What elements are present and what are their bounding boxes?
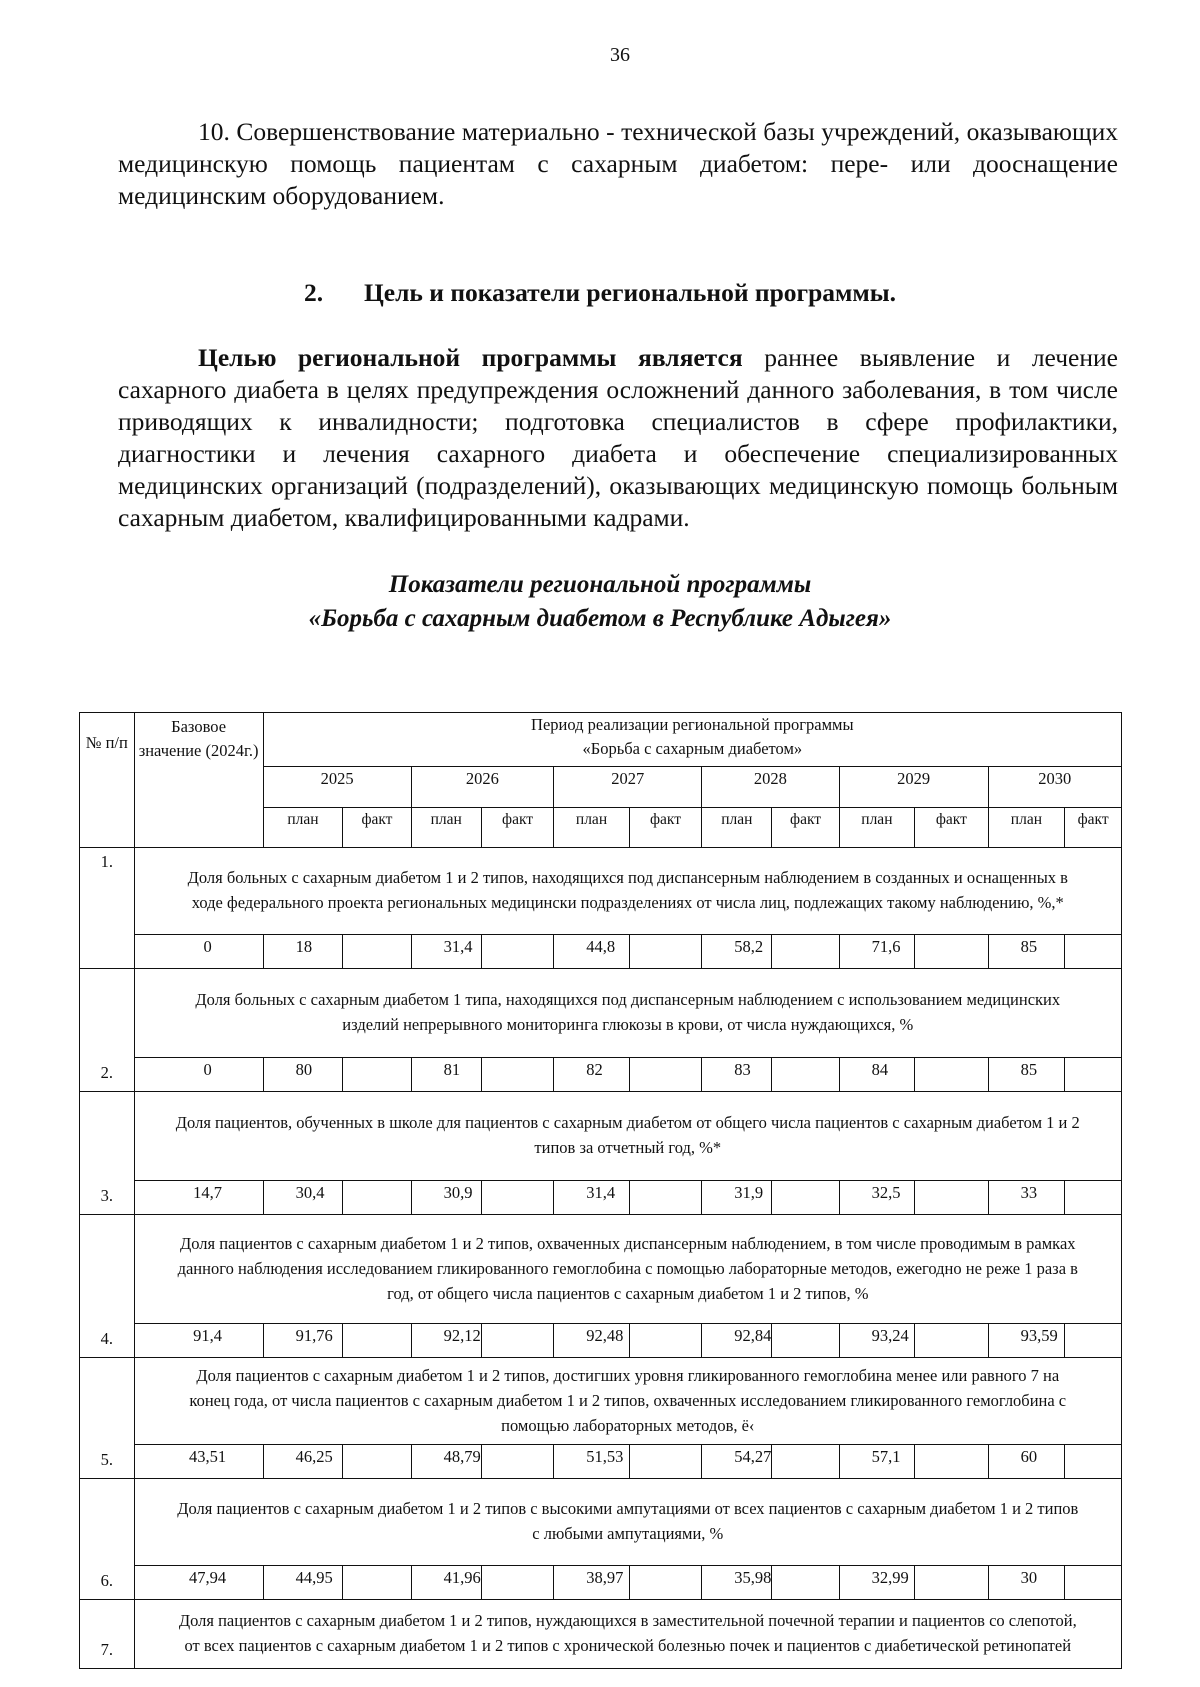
fact-value [1065, 1445, 1122, 1479]
table-title [0, 568, 1200, 636]
fact-value [915, 1445, 988, 1479]
plan-value: 93,59 [988, 1324, 1065, 1358]
plan-value: 35,98 [702, 1566, 772, 1600]
plan-value: 44,8 [554, 935, 630, 969]
year-header: 2028 [702, 767, 839, 808]
fact-value [915, 1181, 988, 1215]
indicator-row [80, 1358, 1122, 1445]
indicator-description: Доля пациентов с сахарным диабетом 1 и 2 типов, охваченных диспансерным наблюдением, в том числе проводимым в рамках данного наблюдения исследованием гликированного гемоглобина с помощью лабораторные методов, ежегодно не реже 1 раза в год, от общего числа пациентов с сахарным диабетом 1 и 2 типов, % [134, 1215, 1121, 1324]
header-period: Период реализации региональной программы «Борьба с сахарным диабетом» [263, 713, 1121, 767]
fact-value [481, 1058, 553, 1092]
year-header: 2025 [263, 767, 411, 808]
indicator-values-row [80, 1181, 1122, 1215]
fact-value [343, 1566, 411, 1600]
plan-value: 38,97 [554, 1566, 630, 1600]
year-header: 2026 [411, 767, 554, 808]
fact-value [481, 1181, 553, 1215]
fact-header: факт [629, 807, 701, 848]
section-number: 2. [303, 278, 324, 307]
plan-value: 60 [988, 1445, 1065, 1479]
base-value: 91,4 [134, 1324, 263, 1358]
base-value: 14,7 [134, 1181, 263, 1215]
plan-value: 51,53 [554, 1445, 630, 1479]
row-number: 5. [80, 1358, 135, 1479]
fact-header: факт [481, 807, 553, 848]
plan-header: план [263, 807, 343, 848]
row-number: 4. [80, 1215, 135, 1358]
plan-value: 31,4 [554, 1181, 630, 1215]
indicator-description: Доля больных с сахарным диабетом 1 и 2 типов, находящихся под диспансерным наблюдением в созданных и оснащенных в ходе федерального проекта региональных медицински подразделениях от числа лиц, подлежащих такому наблюдению, %,* [134, 848, 1121, 935]
goal-paragraph [118, 342, 1118, 534]
plan-value: 31,9 [702, 1181, 772, 1215]
item-10-text: 10. Совершенствование материально - технической базы учреждений, оказывающих медицинскую помощь пациентам с сахарным диабетом: пере- или дооснащение медицинским оборудованием. [118, 117, 1118, 210]
fact-value [343, 1058, 411, 1092]
header-row-period [80, 713, 1122, 767]
table-title-line-2: «Борьба с сахарным диабетом в Республике Адыгея» [308, 605, 892, 632]
plan-value: 92,12 [411, 1324, 481, 1358]
paragraph-item-10 [118, 116, 1118, 212]
plan-value: 84 [839, 1058, 915, 1092]
plan-value: 18 [263, 935, 343, 969]
plan-value: 93,24 [839, 1324, 915, 1358]
fact-value [915, 1324, 988, 1358]
fact-value [1065, 1058, 1122, 1092]
fact-value [343, 1324, 411, 1358]
fact-value [481, 1566, 553, 1600]
indicator-values-row [80, 1445, 1122, 1479]
plan-value: 30,9 [411, 1181, 481, 1215]
indicator-description: Доля пациентов с сахарным диабетом 1 и 2 типов, достигших уровня гликированного гемоглобина менее или равного 7 на конец года, от числа пациентов с сахарным диабетом 1 и 2 типов, охваченных исследованием гликированного гемоглобина с помощью лабораторных методов, ё‹ [134, 1358, 1121, 1445]
indicator-description: Доля пациентов с сахарным диабетом 1 и 2 типов с высокими ампутациями от всех пациентов с сахарным диабетом 1 и 2 типов с любыми ампутациями, % [134, 1479, 1121, 1566]
row-number: 6. [80, 1479, 135, 1600]
plan-header: план [839, 807, 915, 848]
plan-value: 82 [554, 1058, 630, 1092]
fact-value [1065, 1566, 1122, 1600]
fact-value [629, 1058, 701, 1092]
fact-value [772, 935, 839, 969]
fact-value [343, 935, 411, 969]
plan-value: 85 [988, 1058, 1065, 1092]
fact-value [629, 1445, 701, 1479]
plan-value: 54,27 [702, 1445, 772, 1479]
fact-header: факт [772, 807, 839, 848]
plan-value: 30,4 [263, 1181, 343, 1215]
indicator-values-row [80, 1324, 1122, 1358]
plan-header: план [554, 807, 630, 848]
indicator-row [80, 1600, 1122, 1669]
indicator-description: Доля пациентов, обученных в школе для пациентов с сахарным диабетом от общего числа пациентов с сахарным диабетом 1 и 2 типов за отчетный год, %* [134, 1092, 1121, 1181]
header-num: № п/п [80, 713, 135, 848]
fact-value [1065, 1324, 1122, 1358]
fact-value [629, 1324, 701, 1358]
year-header: 2027 [554, 767, 702, 808]
indicator-values-row [80, 1566, 1122, 1600]
indicators-table [79, 712, 1122, 1669]
plan-header: план [988, 807, 1065, 848]
plan-value: 33 [988, 1181, 1065, 1215]
indicator-row [80, 1479, 1122, 1566]
fact-value [915, 1566, 988, 1600]
plan-value: 71,6 [839, 935, 915, 969]
plan-value: 81 [411, 1058, 481, 1092]
page-number: 36 [610, 44, 630, 66]
fact-value [481, 1445, 553, 1479]
base-value: 0 [134, 935, 263, 969]
plan-value: 83 [702, 1058, 772, 1092]
fact-value [772, 1566, 839, 1600]
indicator-description: Доля больных с сахарным диабетом 1 типа, находящихся под диспансерным наблюдением с использованием медицинских изделий непрерывного мониторинга глюкозы в крови, от числа нуждающихся, % [134, 969, 1121, 1058]
fact-value [629, 1566, 701, 1600]
year-header: 2030 [988, 767, 1121, 808]
fact-value [481, 1324, 553, 1358]
plan-value: 44,95 [263, 1566, 343, 1600]
fact-value [1065, 935, 1122, 969]
fact-value [772, 1445, 839, 1479]
row-number: 1. [80, 848, 135, 969]
plan-value: 91,76 [263, 1324, 343, 1358]
base-value: 0 [134, 1058, 263, 1092]
fact-header: факт [915, 807, 988, 848]
plan-value: 48,79 [411, 1445, 481, 1479]
indicator-values-row [80, 935, 1122, 969]
plan-header: план [702, 807, 772, 848]
indicator-description: Доля пациентов с сахарным диабетом 1 и 2 типов, нуждающихся в заместительной почечной терапии и пациентов со слепотой, от всех пациентов с сахарным диабетом 1 и 2 типов с хронической болезнью почек и пациентов с диабетической ретинопатей [134, 1600, 1121, 1669]
fact-header: факт [1065, 807, 1122, 848]
fact-value [915, 1058, 988, 1092]
fact-value [772, 1181, 839, 1215]
fact-value [629, 935, 701, 969]
plan-header: план [411, 807, 481, 848]
base-value: 47,94 [134, 1566, 263, 1600]
goal-lead: Целью региональной программы является [198, 343, 743, 372]
plan-value: 31,4 [411, 935, 481, 969]
fact-value [343, 1181, 411, 1215]
row-number: 7. [80, 1600, 135, 1669]
plan-value: 30 [988, 1566, 1065, 1600]
fact-value [343, 1445, 411, 1479]
plan-value: 57,1 [839, 1445, 915, 1479]
row-number: 3. [80, 1092, 135, 1215]
row-number: 2. [80, 969, 135, 1092]
indicator-row [80, 848, 1122, 935]
goal-text: раннее выявление и лечение сахарного диабета в целях предупреждения осложнений данного заболевания, в том числе приводящих к инвалидности; подготовка специалистов в сфере профилактики, диагностики и лечения сахарного диабета и обеспечение специализированных медицинских организаций (подразделений), оказывающих медицинскую помощь больным сахарным диабетом, квалифицированными кадрами. [118, 343, 1118, 532]
plan-value: 46,25 [263, 1445, 343, 1479]
table-title-line-1: Показатели региональной программы [388, 571, 812, 598]
fact-value [772, 1058, 839, 1092]
indicator-row [80, 1215, 1122, 1324]
fact-value [1065, 1181, 1122, 1215]
indicator-row [80, 1092, 1122, 1181]
header-base: Базовое значение (2024г.) [134, 713, 263, 848]
fact-value [772, 1324, 839, 1358]
fact-value [915, 935, 988, 969]
plan-value: 92,84 [702, 1324, 772, 1358]
fact-value [481, 935, 553, 969]
plan-value: 32,5 [839, 1181, 915, 1215]
base-value: 43,51 [134, 1445, 263, 1479]
year-header: 2029 [839, 767, 988, 808]
plan-value: 80 [263, 1058, 343, 1092]
plan-value: 92,48 [554, 1324, 630, 1358]
fact-header: факт [343, 807, 411, 848]
section-title: Цель и показатели региональной программы. [363, 278, 897, 307]
fact-value [629, 1181, 701, 1215]
plan-value: 85 [988, 935, 1065, 969]
plan-value: 32,99 [839, 1566, 915, 1600]
indicator-values-row [80, 1058, 1122, 1092]
plan-value: 58,2 [702, 935, 772, 969]
indicator-row [80, 969, 1122, 1058]
plan-value: 41,96 [411, 1566, 481, 1600]
section-heading [0, 278, 1200, 308]
